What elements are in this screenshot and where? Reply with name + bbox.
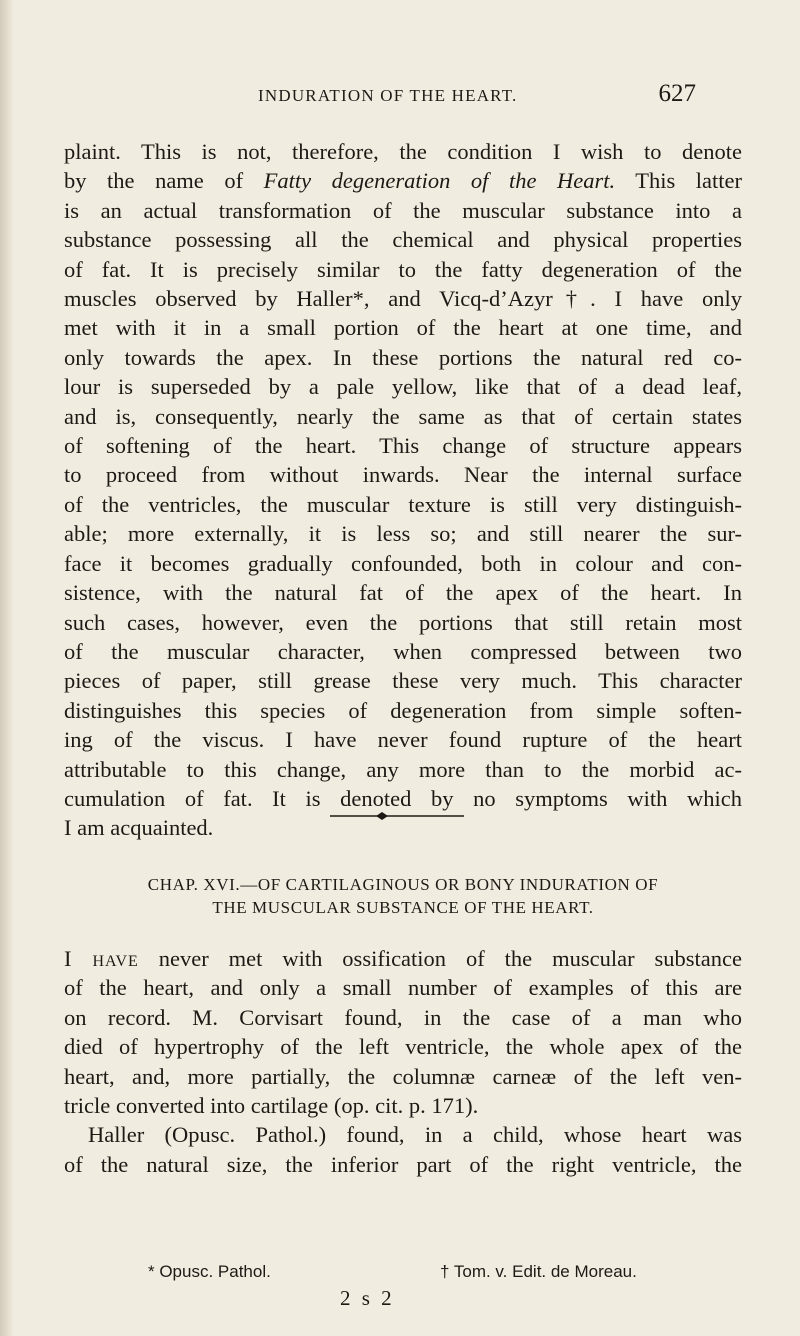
small-caps-word: have bbox=[71, 946, 139, 971]
text-line bbox=[64, 944, 742, 973]
text-line: died of hypertrophy of the left ventricle, the whole apex of the bbox=[64, 1034, 742, 1060]
text-line: substance possessing all the chemical and physical properties bbox=[64, 227, 742, 253]
text-line: is an actual transformation of the muscular substance into a bbox=[64, 197, 742, 223]
page-edge-shadow bbox=[0, 0, 14, 1336]
text-line: only towards the apex. In these portions the natural red co- bbox=[64, 344, 742, 370]
text-line: such cases, however, even the portions that still retain most bbox=[64, 609, 742, 635]
text-line: I am acquainted. bbox=[64, 815, 214, 841]
text-line: heart, and, more partially, the columnæ carneæ of the left ven- bbox=[64, 1063, 742, 1089]
footnote-tom-v: † Tom. v. Edit. de Moreau. bbox=[440, 1262, 637, 1281]
footnote-opusc-pathol: * Opusc. Pathol. bbox=[148, 1262, 271, 1281]
text-line: to proceed from without inwards. Near the internal surface bbox=[64, 462, 742, 488]
text-line: met with it in a small portion of the heart at one time, and bbox=[64, 315, 742, 341]
text-line: on record. M. Corvisart found, in the case of a man who bbox=[64, 1004, 742, 1030]
text-line: able; more externally, it is less so; and still nearer the sur- bbox=[64, 521, 742, 547]
initial-letter: I bbox=[64, 946, 72, 971]
text-run: This latter bbox=[615, 168, 742, 194]
text-line: muscles observed by Haller*, and Vicq-d’Azyr†. I have only bbox=[64, 286, 742, 312]
text-line: lour is superseded by a pale yellow, like that of a dead leaf, bbox=[64, 374, 742, 400]
italic-term: Fatty degeneration of the Heart. bbox=[263, 168, 616, 194]
section-divider-ornament bbox=[322, 811, 472, 821]
signature-mark: 2 s 2 bbox=[340, 1286, 395, 1310]
text-line: face it becomes gradually confounded, both in colour and con- bbox=[64, 550, 742, 576]
text-line: of fat. It is precisely similar to the fatty degeneration of the bbox=[64, 256, 742, 282]
chapter-heading-line: THE MUSCULAR SUBSTANCE OF THE HEART. bbox=[212, 898, 594, 917]
text-line: of the muscular character, when compressed between two bbox=[64, 638, 742, 664]
text-line bbox=[64, 166, 742, 195]
text-line: attributable to this change, any more than to the morbid ac- bbox=[64, 756, 742, 782]
text-line: Haller (Opusc. Pathol.) found, in a child, whose heart was bbox=[88, 1122, 742, 1148]
text-line: ing of the viscus. I have never found rupture of the heart bbox=[64, 727, 742, 753]
text-line: plaint. This is not, therefore, the condition I wish to denote bbox=[64, 139, 742, 164]
text-line: pieces of paper, still grease these very much. This character bbox=[64, 668, 742, 694]
chapter-heading-line: CHAP. XVI.—OF CARTILAGINOUS OR BONY INDURATION OF bbox=[147, 875, 659, 894]
paragraph-fatty-degeneration bbox=[64, 137, 742, 843]
page-number: 627 bbox=[658, 80, 696, 107]
text-line: cumulation of fat. It is denoted by no symptoms with which bbox=[64, 785, 742, 811]
text-line: of the ventricles, the muscular texture is still very distinguish- bbox=[64, 491, 742, 517]
text-line: of the heart, and only a small number of examples of this are bbox=[64, 975, 742, 1001]
text-line: of softening of the heart. This change of structure appears bbox=[64, 433, 742, 459]
text-line: tricle converted into cartilage (op. cit. p. 171). bbox=[64, 1093, 479, 1119]
text-line: of the natural size, the inferior part of the right ventricle, the bbox=[64, 1151, 742, 1177]
paragraph-ossification bbox=[64, 944, 742, 1179]
text-run: by the name of bbox=[64, 168, 264, 194]
chapter-heading bbox=[64, 873, 742, 919]
running-title: INDURATION OF THE HEART. bbox=[258, 86, 518, 105]
text-run: never met with ossification of the muscular substance bbox=[138, 946, 743, 971]
text-line: distinguishes this species of degeneration from simple soften- bbox=[64, 697, 742, 723]
text-line: sistence, with the natural fat of the apex of the heart. In bbox=[64, 580, 742, 606]
text-line: and is, consequently, nearly the same as that of certain states bbox=[64, 403, 742, 429]
